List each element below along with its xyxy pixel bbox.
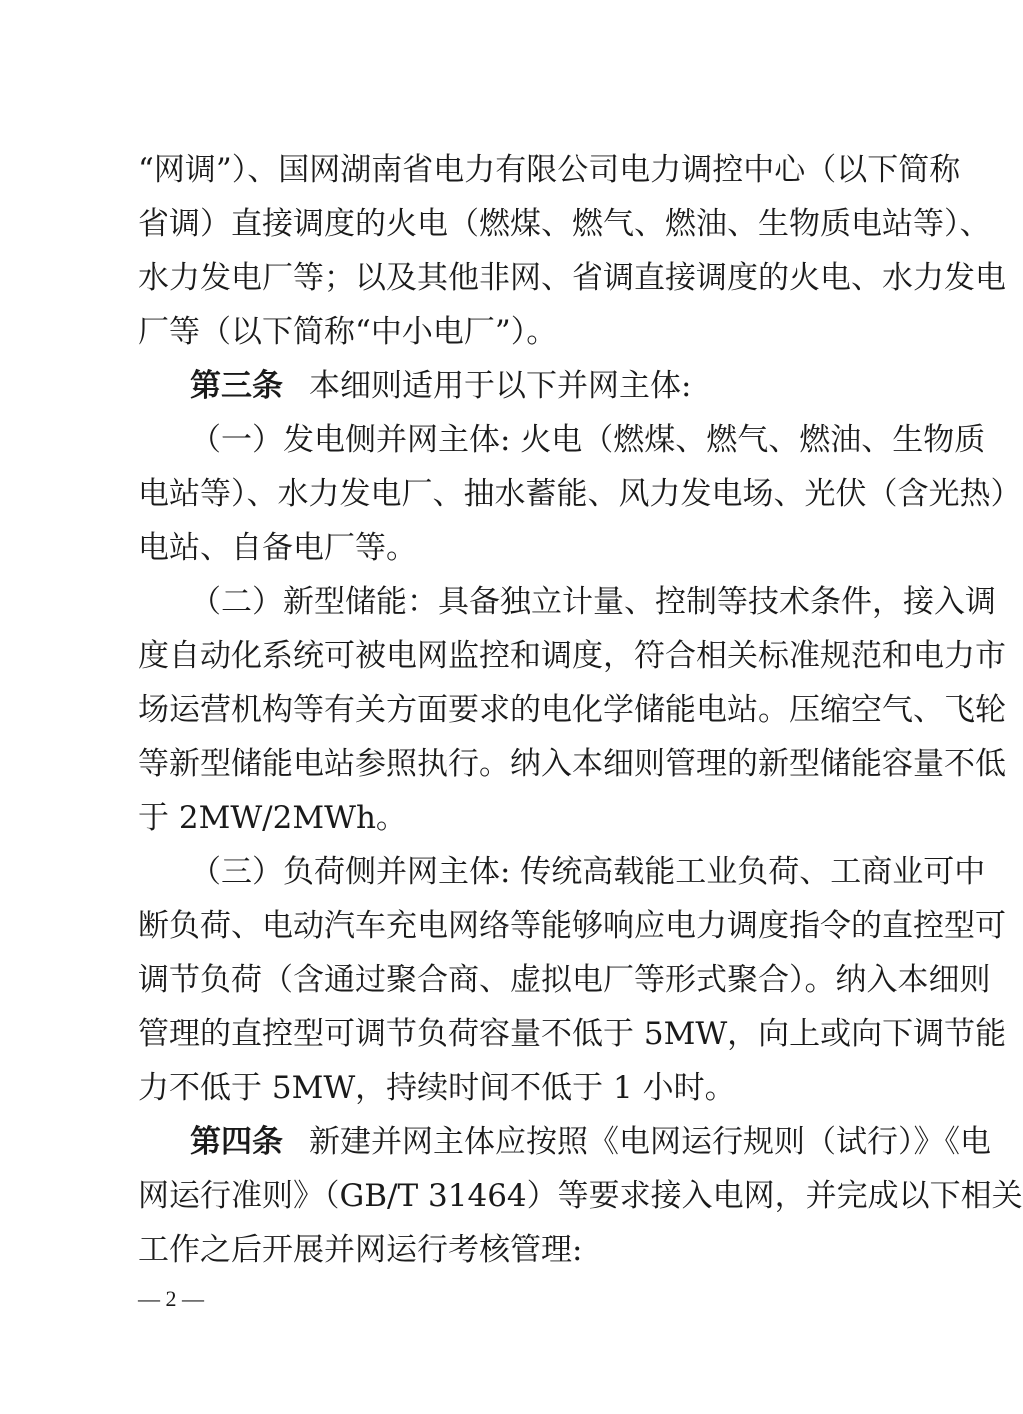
- item-line: 场运营机构等有关方面要求的电化学储能电站。压缩空气、飞轮: [138, 692, 1006, 728]
- body-line: 水力发电厂等；以及其他非网、省调直接调度的火电、水力发电: [138, 260, 1006, 296]
- page-number: — 2 —: [138, 1286, 204, 1311]
- item-line: （三）负荷侧并网主体: 传统高载能工业负荷、工商业可中: [190, 854, 986, 890]
- body-line: “网调”）、国网湖南省电力有限公司电力调控中心（以下简称: [138, 152, 961, 188]
- article-text: 新建并网主体应按照《电网运行规则（试行）》《电: [309, 1124, 991, 1160]
- item-line: 力不低于 5MW，持续时间不低于 1 小时。: [138, 1070, 736, 1106]
- body-line: 网运行准则》（GB/T 31464）等要求接入电网，并完成以下相关: [138, 1178, 1023, 1214]
- item-line: （二）新型储能：具备独立计量、控制等技术条件，接入调: [190, 584, 996, 620]
- item-line: 管理的直控型可调节负荷容量不低于 5MW，向上或向下调节能: [138, 1016, 1007, 1052]
- article-number: 第三条: [190, 368, 283, 404]
- item-line: 调节负荷（含通过聚合商、虚拟电厂等形式聚合）。纳入本细则: [138, 962, 991, 998]
- item-line: 断负荷、电动汽车充电网络等能够响应电力调度指令的直控型可: [138, 908, 1006, 944]
- item-line: 等新型储能电站参照执行。纳入本细则管理的新型储能容量不低: [138, 746, 1006, 782]
- article-text: 本细则适用于以下并网主体:: [309, 368, 692, 404]
- article-number: 第四条: [190, 1124, 283, 1160]
- body-line: 厂等（以下简称“中小电厂”）。: [138, 314, 558, 350]
- article-3-heading: [190, 366, 878, 406]
- body-line: 省调）直接调度的火电（燃煤、燃气、燃油、生物质电站等）、: [138, 206, 991, 242]
- item-line: 电站、自备电厂等。: [138, 530, 417, 566]
- item-line: 度自动化系统可被电网监控和调度，符合相关标准规范和电力市: [138, 638, 1006, 674]
- item-line: 于 2MW/2MWh。: [138, 800, 407, 836]
- article-4-heading: [190, 1122, 991, 1162]
- item-line: 电站等）、水力发电厂、抽水蓄能、风力发电场、光伏（含光热）: [138, 476, 1022, 512]
- item-line: （一）发电侧并网主体: 火电（燃煤、燃气、燃油、生物质: [190, 422, 986, 458]
- body-line: 工作之后开展并网运行考核管理:: [138, 1232, 583, 1268]
